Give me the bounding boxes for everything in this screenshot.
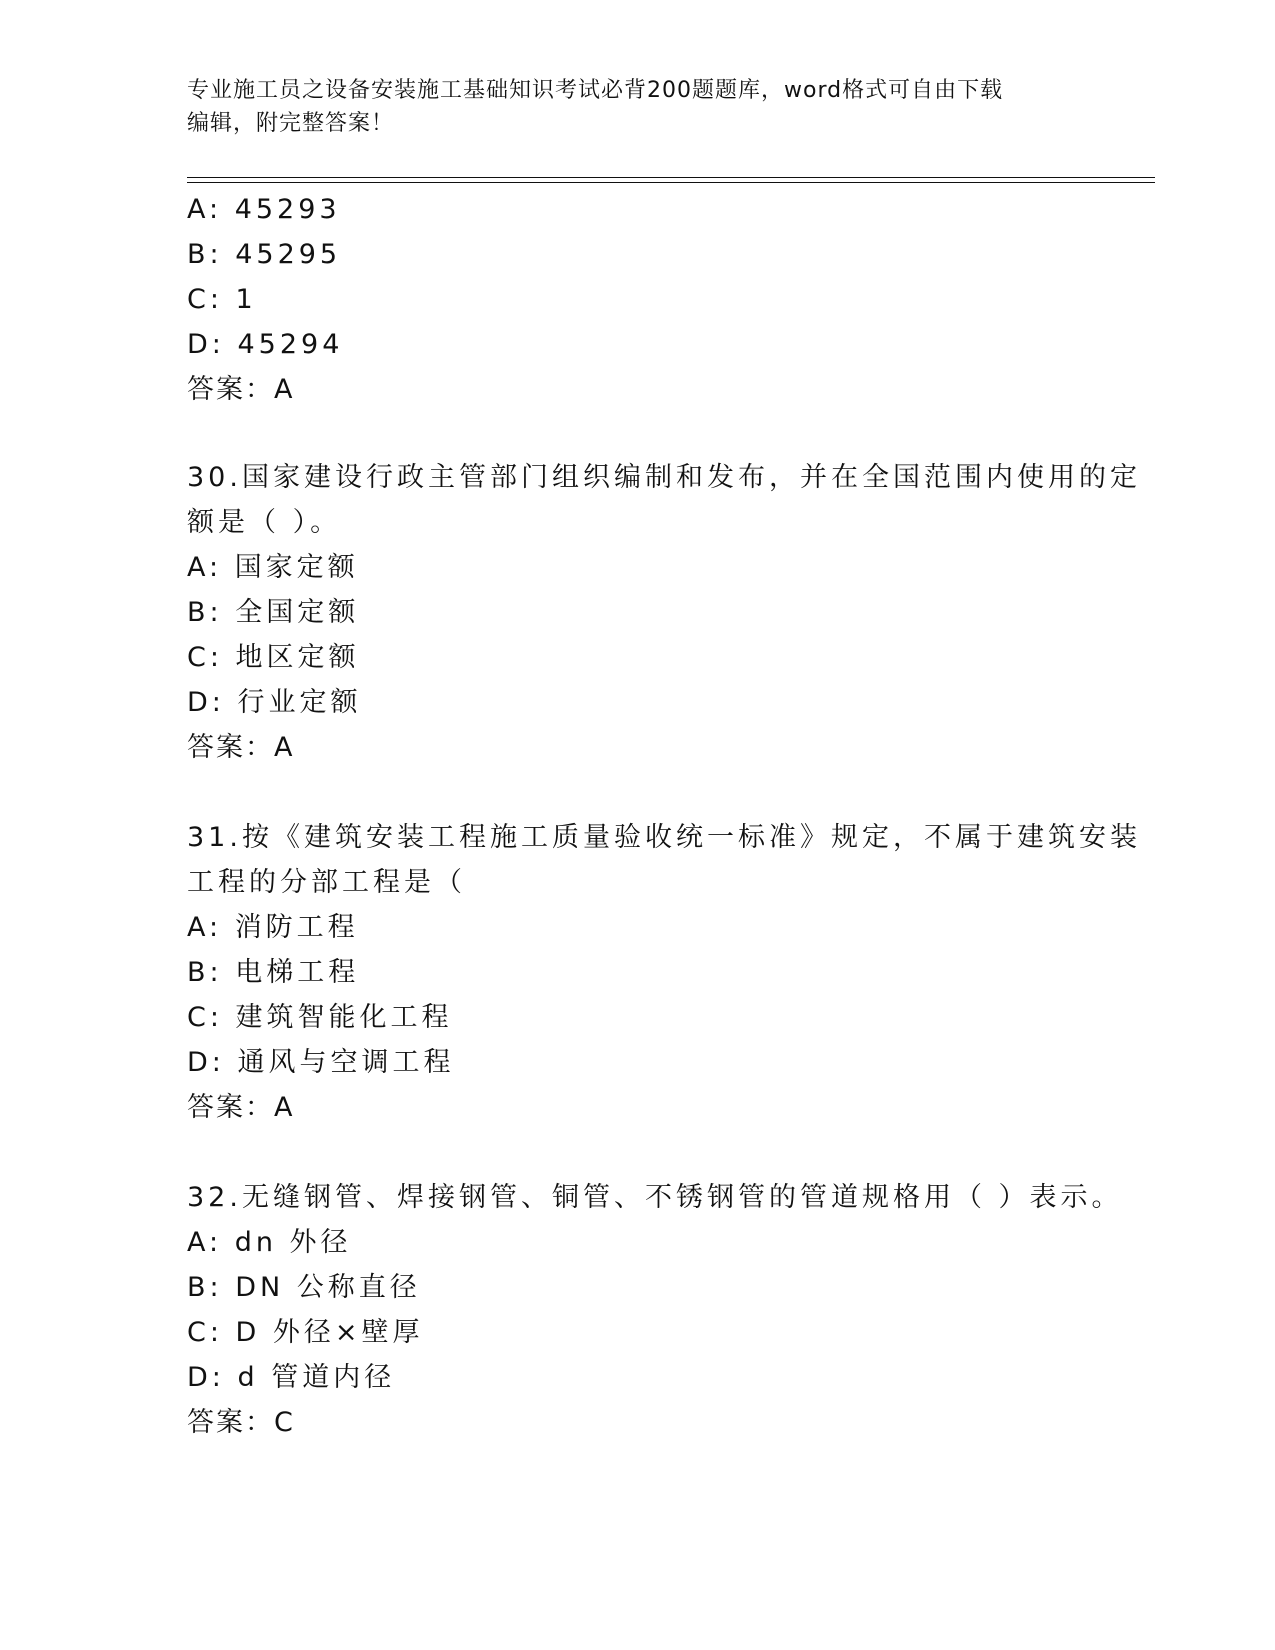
q31-stem-line-1: 31.按《建筑安装工程施工质量验收统一标准》规定，不属于建筑安装: [187, 822, 1141, 853]
q30-stem-line-2: 额是（ ）。: [187, 507, 342, 538]
q31-stem-line-2: 工程的分部工程是（: [187, 867, 466, 898]
prev-option-d: D: 45294: [187, 329, 344, 360]
q30-option-a: A: 国家定额: [187, 552, 359, 583]
q30-option-d: D: 行业定额: [187, 687, 362, 718]
q30-option-b: B: 全国定额: [187, 597, 360, 628]
prev-option-c: C: 1: [187, 284, 257, 315]
q32-stem-line-1: 32.无缝钢管、焊接钢管、铜管、不锈钢管的管道规格用（ ）表示。: [187, 1182, 1123, 1213]
q30-option-c: C: 地区定额: [187, 642, 360, 673]
document-header: [187, 74, 1087, 140]
q32-option-a: A: dn 外径: [187, 1227, 352, 1258]
q31-option-a: A: 消防工程: [187, 912, 359, 943]
q32-option-d: D: d 管道内径: [187, 1362, 396, 1393]
q31-answer: 答案：A: [187, 1092, 295, 1123]
prev-option-a: A: 45293: [187, 194, 341, 225]
q30-stem-line-1: 30.国家建设行政主管部门组织编制和发布，并在全国范围内使用的定: [187, 462, 1141, 493]
q30-answer: 答案：A: [187, 732, 295, 763]
q32-option-c: C: D 外径×壁厚: [187, 1317, 424, 1348]
header-rule-bottom: [187, 182, 1155, 183]
header-rule-top: [187, 177, 1155, 178]
q31-option-b: B: 电梯工程: [187, 957, 360, 988]
q31-option-d: D: 通风与空调工程: [187, 1047, 455, 1078]
q32-option-b: B: DN 公称直径: [187, 1272, 421, 1303]
q32-answer: 答案：C: [187, 1407, 295, 1438]
header-line-2: 编辑，附完整答案！: [187, 111, 395, 136]
q31-option-c: C: 建筑智能化工程: [187, 1002, 453, 1033]
prev-answer: 答案：A: [187, 374, 295, 405]
prev-option-b: B: 45295: [187, 239, 342, 270]
header-line-1: 专业施工员之设备安装施工基础知识考试必背200题题库，word格式可自由下载: [187, 78, 1004, 103]
